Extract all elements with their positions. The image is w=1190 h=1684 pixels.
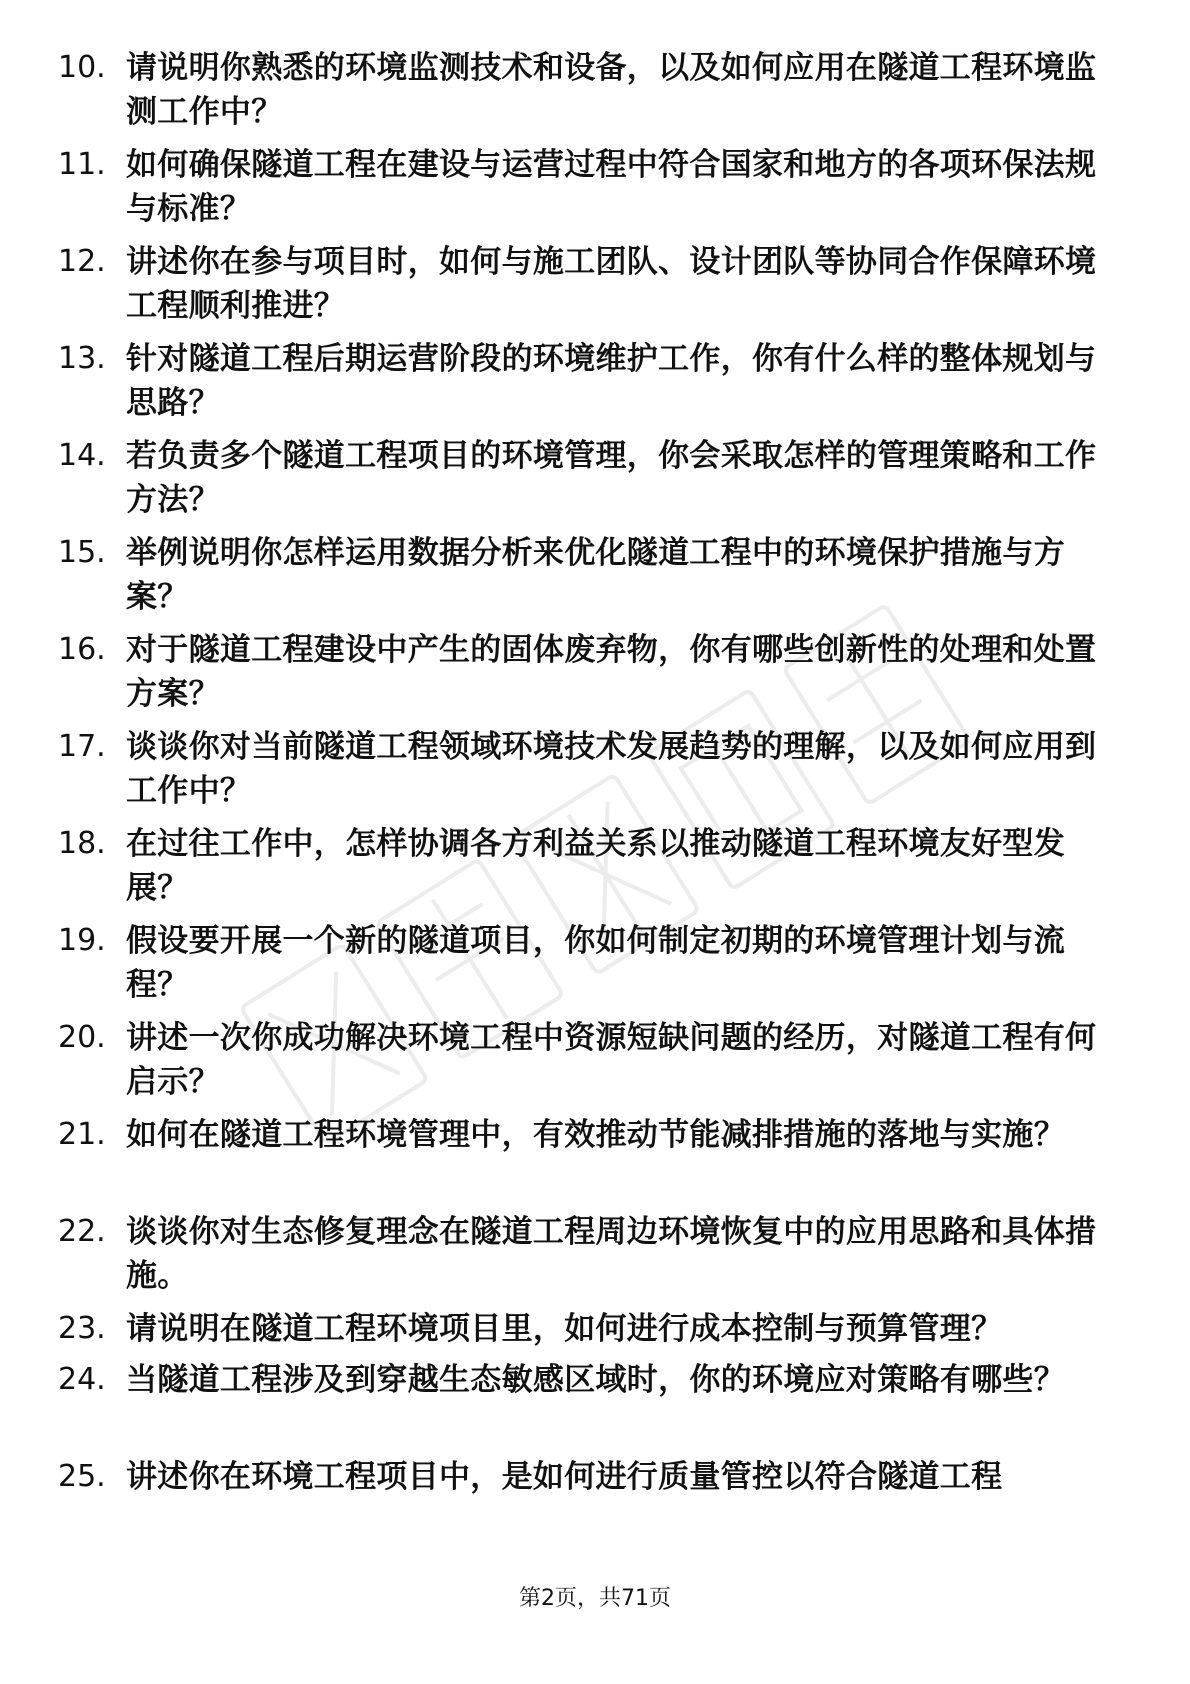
question-number: 14. [58, 438, 106, 473]
question-number: 22. [58, 1214, 106, 1249]
question-text: 谈谈你对当前隧道工程领域环境技术发展趋势的理解，以及如何应用到工作中？ [126, 729, 1097, 809]
question-text: 对于隧道工程建设中产生的固体废弃物，你有哪些创新性的处理和处置方案？ [126, 632, 1097, 712]
page-number: 第2页，共71页 [519, 1586, 671, 1611]
question-text: 如何确保隧道工程在建设与运营过程中符合国家和地方的各项环保法规与标准？ [126, 147, 1097, 227]
question-number: 18. [58, 826, 106, 861]
question-number: 25. [58, 1459, 106, 1494]
question-text: 请说明你熟悉的环境监测技术和设备，以及如何应用在隧道工程环境监测工作中？ [126, 50, 1097, 130]
question-text: 讲述你在环境工程项目中，是如何进行质量管控以符合隧道工程 [126, 1459, 1003, 1495]
question-number: 20. [58, 1020, 106, 1055]
question-number: 24. [58, 1362, 106, 1397]
question-number: 16. [58, 632, 106, 667]
question-number: 13. [58, 341, 106, 376]
question-number: 10. [58, 50, 106, 85]
question-text: 针对隧道工程后期运营阶段的环境维护工作，你有什么样的整体规划与思路？ [126, 341, 1097, 421]
question-text: 若负责多个隧道工程项目的环境管理，你会采取怎样的管理策略和工作方法？ [126, 438, 1097, 518]
question-number: 23. [58, 1311, 106, 1346]
question-number: 17. [58, 729, 106, 764]
question-text: 请说明在隧道工程环境项目里，如何进行成本控制与预算管理？ [126, 1311, 1003, 1347]
question-text: 讲述一次你成功解决环境工程中资源短缺问题的经历，对隧道工程有何启示？ [126, 1020, 1097, 1100]
question-number: 11. [58, 147, 106, 182]
question-text: 假设要开展一个新的隧道项目，你如何制定初期的环境管理计划与流程？ [126, 923, 1065, 1003]
question-number: 12. [58, 244, 106, 279]
question-number: 15. [58, 535, 106, 570]
question-text: 谈谈你对生态修复理念在隧道工程周边环境恢复中的应用思路和具体措施。 [126, 1214, 1097, 1294]
question-text: 如何在隧道工程环境管理中，有效推动节能减排措施的落地与实施？ [126, 1117, 1065, 1153]
question-text: 讲述你在参与项目时，如何与施工团队、设计团队等协同合作保障环境工程顺利推进？ [126, 244, 1097, 324]
question-text: 举例说明你怎样运用数据分析来优化隧道工程中的环境保护措施与方案？ [126, 535, 1065, 615]
question-text: 在过往工作中，怎样协调各方利益关系以推动隧道工程环境友好型发展？ [126, 826, 1065, 906]
question-number: 21. [58, 1117, 106, 1152]
question-text: 当隧道工程涉及到穿越生态敏感区域时，你的环境应对策略有哪些？ [126, 1362, 1065, 1398]
question-number: 19. [58, 923, 106, 958]
